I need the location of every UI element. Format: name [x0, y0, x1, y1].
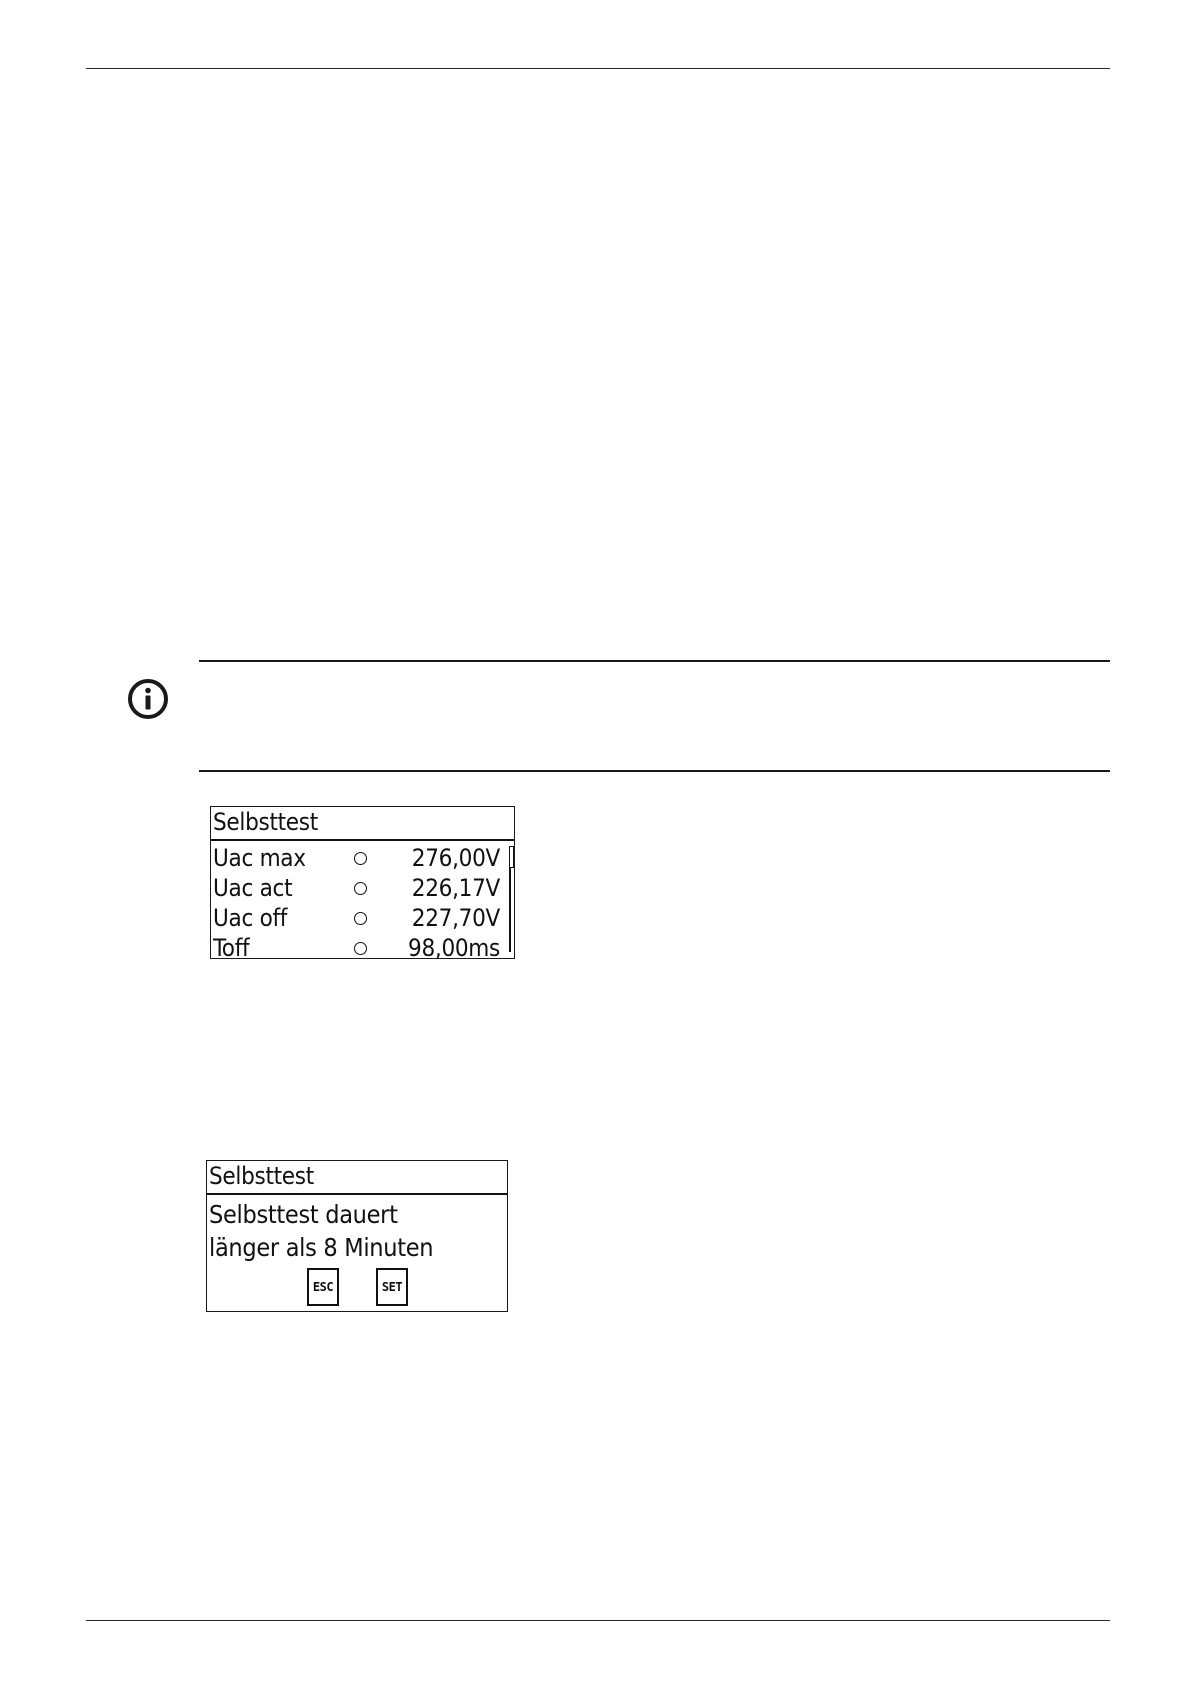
- row-value: 226,17V: [411, 874, 500, 902]
- title-divider: [207, 1193, 507, 1195]
- esc-key-button[interactable]: ESC: [307, 1268, 339, 1306]
- header-rule: [86, 68, 1110, 69]
- row-uac-act[interactable]: [213, 873, 500, 903]
- row-uac-off[interactable]: [213, 903, 500, 933]
- message-line-1: Selbsttest dauert: [209, 1200, 398, 1229]
- message-line-2: länger als 8 Minuten: [209, 1233, 434, 1262]
- display-title: Selbsttest: [213, 808, 318, 836]
- notice-top-rule: [199, 660, 1110, 662]
- title-divider: [211, 839, 514, 841]
- row-label: Toff: [213, 934, 250, 962]
- info-icon: [127, 678, 169, 720]
- display-title: Selbsttest: [209, 1162, 314, 1190]
- row-value: 227,70V: [411, 904, 500, 932]
- status-circle-icon: [354, 912, 367, 925]
- scrollbar-thumb[interactable]: [509, 846, 514, 868]
- footer-rule: [86, 1620, 1110, 1621]
- row-label: Uac act: [213, 874, 293, 902]
- notice-bottom-rule: [199, 770, 1110, 772]
- selftest-confirm-display: [206, 1160, 508, 1312]
- status-circle-icon: [354, 852, 367, 865]
- row-toff[interactable]: [213, 933, 500, 963]
- row-label: Uac max: [213, 844, 306, 872]
- selftest-values-display: [210, 806, 515, 962]
- row-value: 276,00V: [411, 844, 500, 872]
- status-circle-icon: [354, 882, 367, 895]
- row-uac-max[interactable]: [213, 843, 500, 873]
- set-key-button[interactable]: SET: [376, 1268, 408, 1306]
- row-value: 98,00ms: [408, 934, 500, 962]
- row-label: Uac off: [213, 904, 288, 932]
- status-circle-icon: [354, 942, 367, 955]
